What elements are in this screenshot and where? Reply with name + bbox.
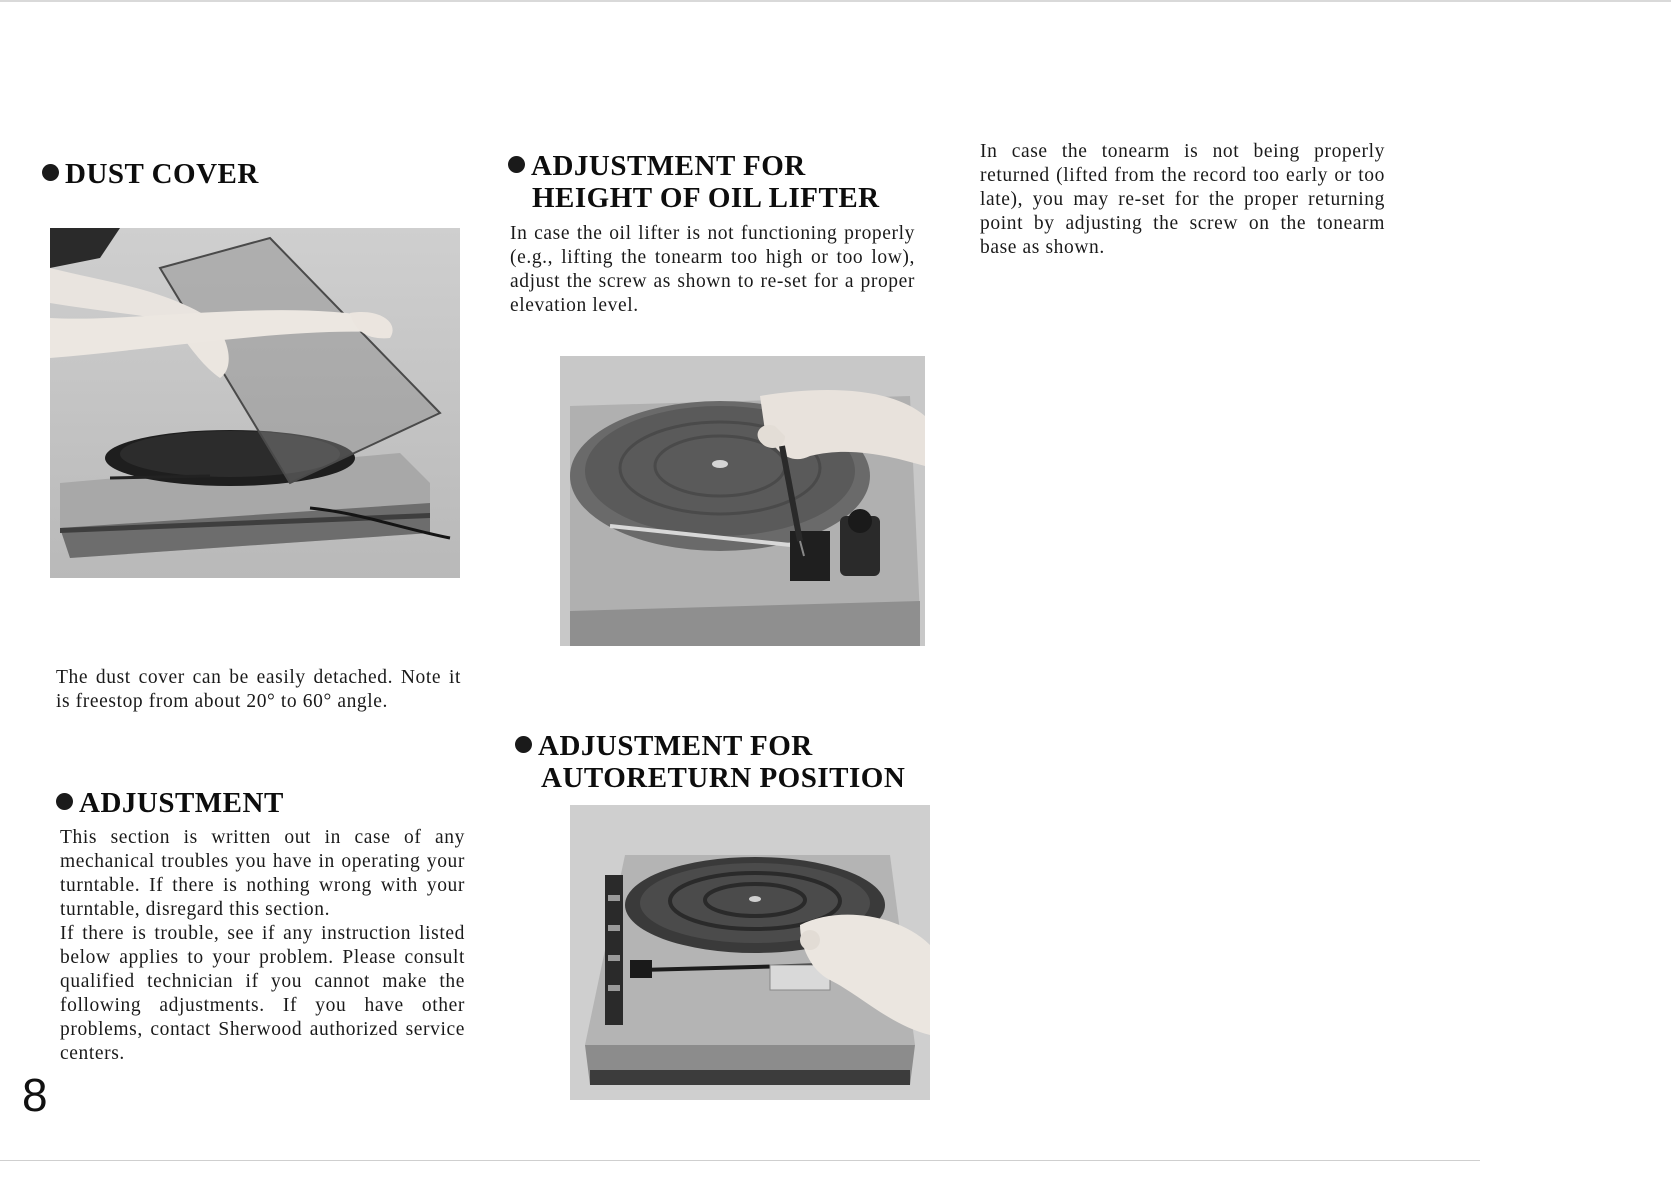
dust-cover-body [56,666,461,714]
oil-lifter-heading-2 [532,182,880,214]
autoreturn-body [980,140,1385,260]
page-edge-top [0,0,1671,2]
bullet-icon [508,156,525,173]
adjustment-body [60,826,465,1066]
dust-cover-text: The dust cover can be easily detached. Note it is freestop from about 20° to 60° angle. [56,667,461,712]
photo-oil-lifter [560,356,925,646]
autoreturn-text: In case the tonearm is not being properly returned (lifted from the record too early or too late), you may re-set for the proper returning point by adjusting the screw on the tonearm base as shown. [980,141,1385,258]
oil-lifter-text: In case the oil lifter is not functioning properly (e.g., lifting the tonearm too high or too low), adjust the screw as shown to re-set for a proper elevation level. [510,223,915,316]
adjustment-heading [56,787,284,819]
autoreturn-heading-line1: ADJUSTMENT FOR [538,730,813,762]
autoreturn-photo-drawing [570,805,930,1100]
autoreturn-heading-line2: AUTORETURN POSITION [541,762,906,794]
bullet-icon [515,736,532,753]
autoreturn-heading [515,730,813,762]
photo-autoreturn [570,805,930,1100]
photo-dust-cover [50,228,460,578]
adjustment-heading-text: ADJUSTMENT [79,787,284,819]
page-number: 8 [22,1069,48,1121]
oil-lifter-photo-drawing [560,356,925,646]
bullet-icon [56,793,73,810]
oil-lifter-body [510,222,915,318]
adjustment-paragraph-1: This section is written out in case of any mechanical troubles you have in operating your turntable. If there is nothing wrong with your turntable, disregard this section. [60,827,465,920]
oil-lifter-heading [508,150,806,182]
oil-lifter-heading-line1: ADJUSTMENT FOR [531,150,806,182]
adjustment-paragraph-2: If there is trouble, see if any instruction listed below applies to your problem. Please consult qualified technician if you cannot make the following adjustments. If you have other problems, contact Sherwood authorized service centers. [60,923,465,1064]
page-edge-bottom [0,1160,1480,1161]
autoreturn-heading-2 [541,762,905,794]
dust-cover-heading-text: DUST COVER [65,158,259,190]
dust-cover-heading [42,158,259,190]
bullet-icon [42,164,59,181]
oil-lifter-heading-line2: HEIGHT OF OIL LIFTER [532,182,880,214]
dust-cover-photo-drawing [50,228,460,578]
